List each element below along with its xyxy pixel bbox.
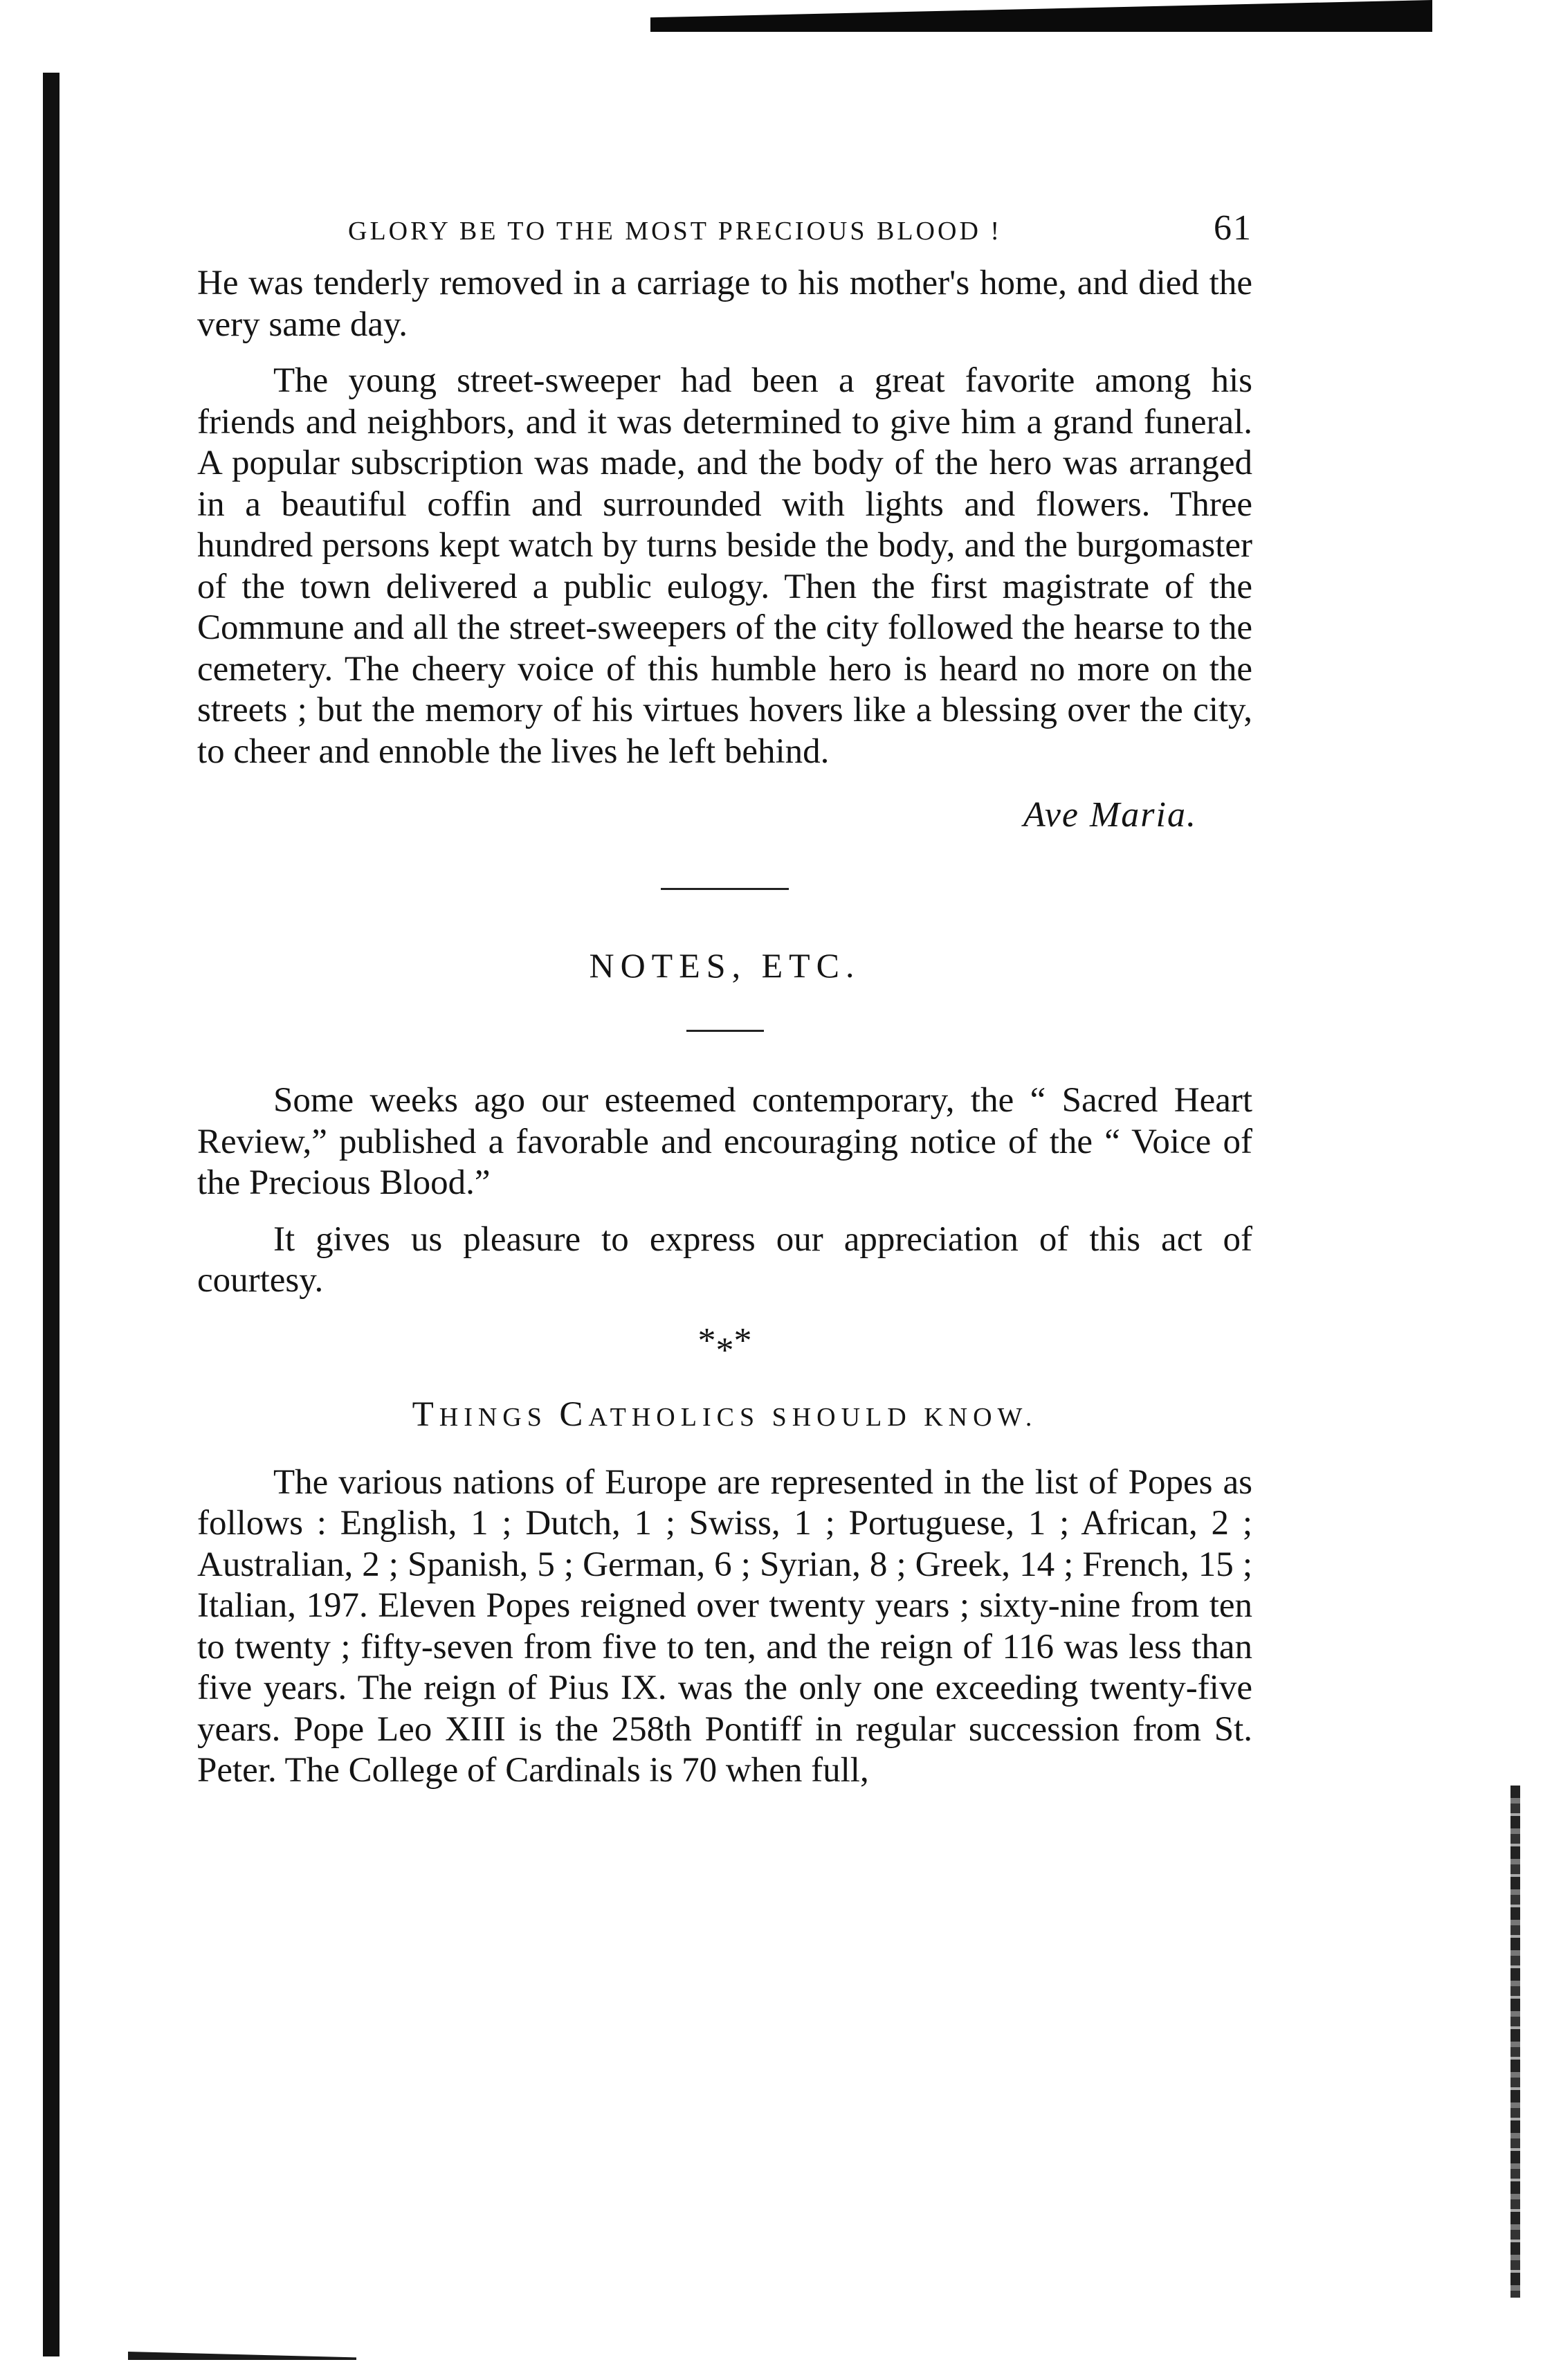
asterism-star-left: * (697, 1320, 716, 1361)
article-paragraph-1: He was tenderly removed in a carriage to his mother's home, and died the very same day. (197, 264, 1252, 344)
running-header (197, 208, 1252, 263)
running-title: GLORY BE TO THE MOST PRECIOUS BLOOD ! (348, 217, 1003, 246)
article-source: Ave Maria. (1023, 795, 1197, 835)
things-paragraph-1: The various nations of Europe are represented in the list of Popes as follows : English, 1 ; Dutch, 1 ; Swiss, 1 ; Portuguese, 1 ; African, 2 ; Australian, 2 ; Spanish, 5 ; German, 6 ; Syrian, 8 ; Greek, 14 ; French, 15 ; Italian, 197. Eleven Popes reigned over twenty years ; sixty-nine from ten to twenty ; fifty-seven from five to ten, and the reign of 116 was less than five years. The reign of Pius IX. was the only one exceeding twenty-five years. Pope Leo XIII is the 258th Pontiff in regular succession from St. Peter. The College of Cardinals is 70 when full, (197, 1462, 1252, 1790)
article-paragraph-2: The young street-sweeper had been a great favorite among his friends and neighbors, and it was determined to give him a grand funeral. A popular subscription was made, and the body of the hero was arranged in a beautiful coffin and surrounded with lights and flowers. Three hundred persons kept watch by turns beside the body, and the burgomaster of the town delivered a public eulogy. Then the first magistrate of the Commune and all the street-sweepers of the city followed the hearse to the cemetery. The cheery voice of this humble hero is heard no more on the streets ; but the memory of his virtues hovers like a blessing over the city, to cheer and ennoble the lives he left behind. (197, 361, 1252, 771)
scan-edge-left (43, 73, 60, 2356)
page-number: 61 (1214, 208, 1252, 248)
heading-divider (686, 1030, 764, 1032)
things-heading-initial-1: T (412, 1395, 439, 1434)
asterism-star-middle: * (715, 1330, 734, 1370)
notes-heading: NOTES, ETC. (589, 946, 861, 985)
things-heading-part-1: HINGS (439, 1402, 560, 1432)
notes-paragraph-2: It gives us pleasure to express our appreciation of this act of courtesy. (197, 1219, 1252, 1300)
things-heading-part-2: ATHOLICS SHOULD KNOW. (588, 1402, 1038, 1432)
section-divider (661, 888, 789, 890)
things-heading-initial-2: C (559, 1395, 589, 1434)
notes-paragraph-1: Some weeks ago our esteemed contemporary, the “ Sacred Heart Review,” published a favorable and encouraging notice of the “ Voice of the Precious Blood.” (197, 1081, 1252, 1202)
scan-edge-right (1510, 1786, 1520, 2298)
things-heading (197, 1395, 1252, 1435)
page-content (197, 208, 1252, 1792)
asterism-star-right: * (733, 1320, 752, 1361)
scan-edge-top (650, 0, 1432, 32)
scan-edge-bottom (128, 2352, 356, 2360)
asterism (197, 1320, 1252, 1370)
